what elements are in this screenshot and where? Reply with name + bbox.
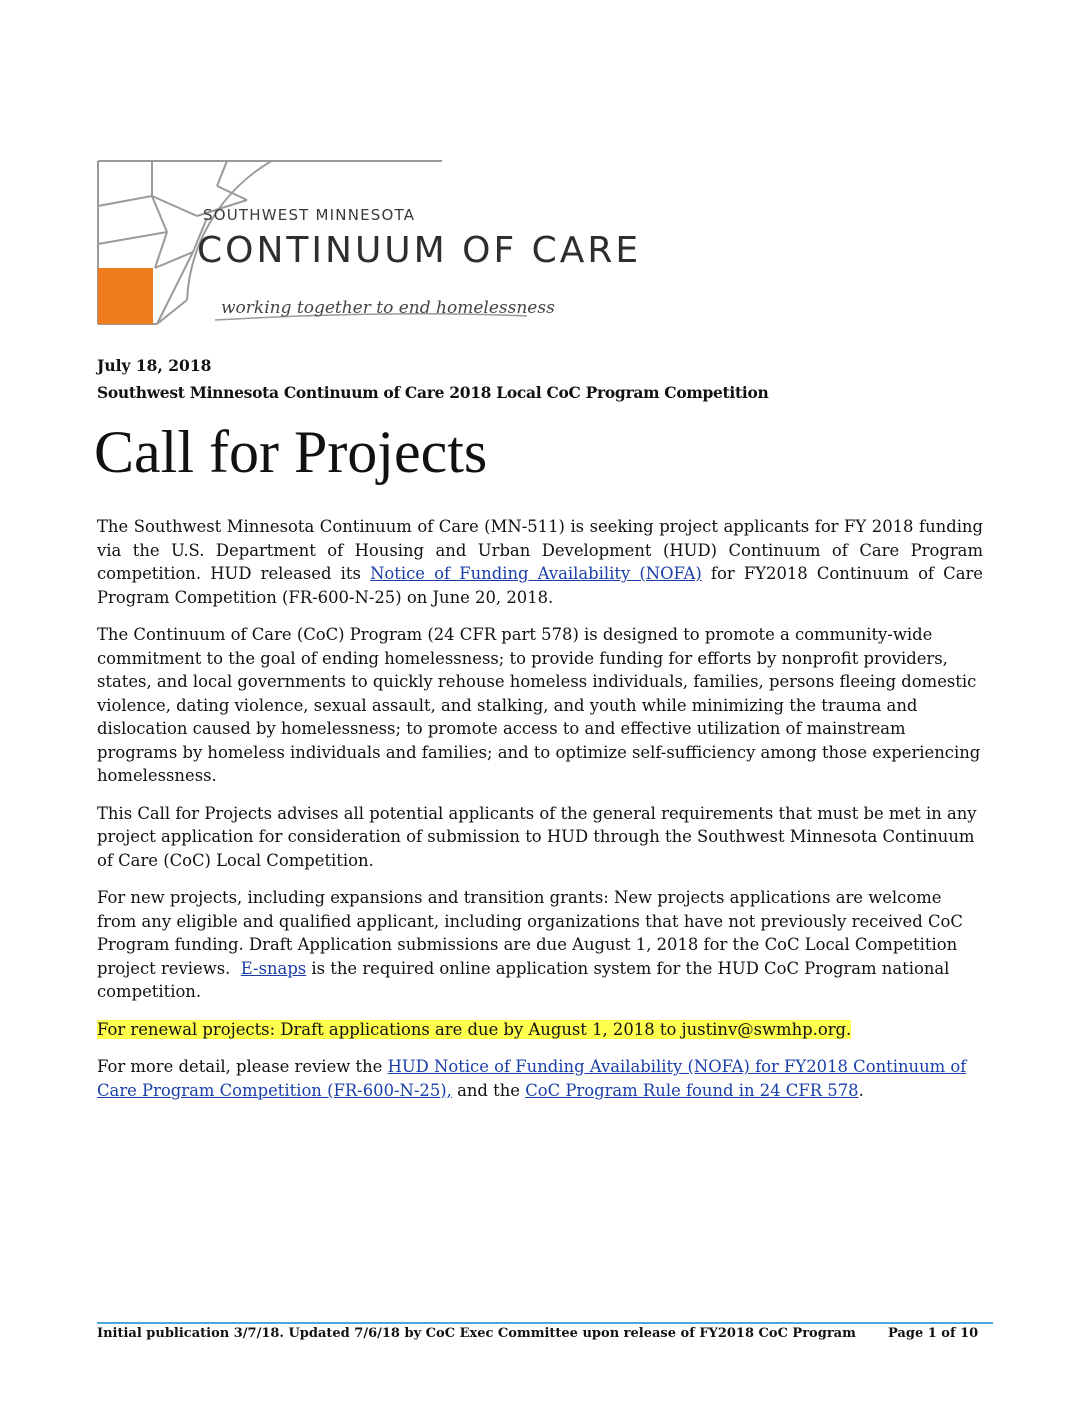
logo-name: CONTINUUM OF CARE	[197, 230, 642, 271]
detail-paragraph	[97, 1055, 983, 1102]
renewal-paragraph	[97, 1018, 983, 1042]
page-title: Call for Projects	[94, 419, 488, 485]
call-paragraph: This Call for Projects advises all potential applicants of the general requirements that must be met in any project application for consideration of submission to HUD through the Southwest Minnesota Continuum of Care (CoC) Local Competition.	[97, 803, 977, 870]
document-date: July 18, 2018	[97, 356, 212, 375]
detail-text-middle: and the	[451, 1080, 526, 1100]
footer-divider	[97, 1322, 993, 1324]
detail-text-end: .	[858, 1080, 864, 1100]
intro-text-end: for FY2018 Continuum of Care Program Competition (FR-600-N-25) on June 20, 2018.	[97, 564, 984, 607]
detail-text-start: For more detail, please review the	[97, 1057, 388, 1076]
intro-text-start: The Southwest Minnesota Continuum of Care (MN-511) is seeking project applicants for FY 2018 funding via the U.S. Department of Housing and Urban Development (HUD) Continuum of Care Program competition. HUD released its	[97, 517, 983, 583]
new-projects-text-start: For new projects, including expansions and transition grants: New projects applications are welcome from any eligible and qualified applicant, including organizations that have not previously received CoC Program funding. Draft Application submissions are due August 1, 2018 for the CoC Local Competition project reviews.	[97, 888, 969, 978]
competition-name: Southwest Minnesota Continuum of Care 2018 Local CoC Program Competition	[97, 383, 769, 402]
orange-block	[98, 268, 153, 324]
nofa-link[interactable]: Notice of Funding Availability (NOFA)	[370, 564, 702, 583]
logo-subtitle: SOUTHWEST MINNESOTA	[203, 206, 416, 224]
intro-paragraph	[97, 515, 983, 609]
document-body	[97, 515, 983, 1116]
footer-publication-note: Initial publication 3/7/18. Updated 7/6/18 by CoC Exec Committee upon release of FY2018 CoC Program	[97, 1326, 856, 1341]
new-projects-paragraph	[97, 886, 983, 1004]
coc-logo	[97, 160, 677, 328]
new-projects-text-end: is the required online application system for the HUD CoC Program national competition.	[97, 958, 950, 1001]
coc-rule-link[interactable]: CoC Program Rule found in 24 CFR 578	[525, 1080, 859, 1100]
hud-nofa-link[interactable]: HUD Notice of Funding Availability (NOFA) for FY2018 Continuum of Care Program Competition (FR-600-N-25),	[97, 1057, 967, 1100]
page-number: Page 1 of 10	[888, 1326, 979, 1341]
esnaps-link[interactable]: E-snaps	[240, 958, 307, 978]
program-paragraph: The Continuum of Care (CoC) Program (24 CFR part 578) is designed to promote a community-wide commitment to the goal of ending homelessness; to provide funding for efforts by nonprofit providers, states, and local governments to quickly rehouse homeless individuals, families, persons fleeing domestic violence, dating violence, sexual assault, and stalking, and youth while minimizing the trauma and dislocation caused by homelessness; to promote access to and effective utilization of mainstream programs by homeless individuals and families; and to optimize self-sufficiency among those experiencing homelessness.	[97, 625, 981, 785]
renewal-highlight: For renewal projects: Draft applications are due by August 1, 2018 to justinv@swmhp.org.	[97, 1019, 852, 1039]
logo-tagline: working together to end homelessness	[221, 298, 555, 318]
